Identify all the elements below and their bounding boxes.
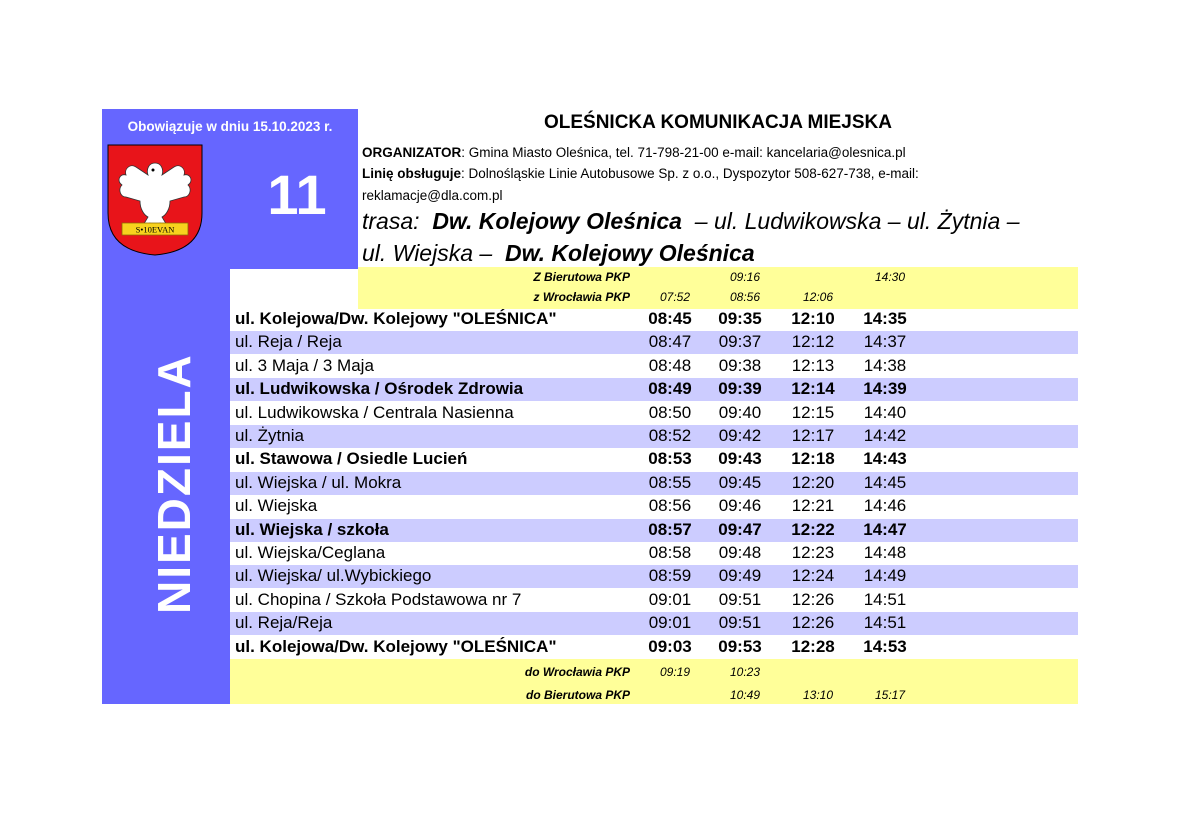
arrival-label: Z Bierutowa PKP [533,270,630,284]
stop-name: ul. Wiejska / ul. Mokra [235,472,402,492]
table-row [230,472,1078,495]
stop-name: ul. Ludwikowska / Centrala Nasienna [235,402,514,422]
departure-time: 14:47 [863,519,907,539]
departure-time: 12:14 [791,379,835,399]
stop-name: ul. Wiejska / szkoła [235,519,389,539]
departure-time: 09:48 [718,543,762,562]
arrival-time: 12:06 [802,290,834,304]
route-middle: – ul. Ludwikowska – ul. Żytnia – [694,208,1020,234]
departure-time: 12:18 [791,449,835,469]
arrival-label: z Wrocławia PKP [533,290,630,304]
stop-name: ul. Wiejska/ ul.Wybickiego [235,566,432,586]
departure-time: 14:51 [863,589,907,609]
departure-time: 14:46 [863,496,907,516]
departure-time: 12:22 [791,519,835,539]
table-row [230,378,1078,401]
departure-time: 12:13 [791,355,835,375]
departure-time: 12:20 [791,472,835,492]
departure-time: 08:48 [648,355,692,375]
departure-time: 09:37 [718,332,762,352]
departure-time: 09:51 [718,613,762,633]
table-row [230,308,1078,331]
arrival-time: 08:56 [729,290,761,304]
organizer-label: ORGANIZATOR [362,145,462,160]
stop-name: ul. Reja / Reja [235,332,342,352]
stop-name: ul. Stawowa / Osiedle Lucień [235,449,468,469]
departure-time: 14:40 [863,402,907,422]
departure-time: 08:45 [648,309,692,328]
departure-time: 09:45 [718,472,762,492]
route-stop-b: Dw. Kolejowy Oleśnica [504,240,755,266]
route-prefix: trasa: [362,208,420,234]
table-row [230,589,1078,612]
route-line-2 [362,240,755,267]
departure-time: 08:55 [648,472,692,492]
operator-line-2: reklamacje@dla.com.pl [362,188,503,203]
stop-name: ul. Chopina / Szkoła Podstawowa nr 7 [235,589,522,609]
arrival-time: 14:30 [874,270,906,284]
page-title: OLEŚNICKA KOMUNIKACJA MIEJSKA [543,112,892,133]
departure-time: 09:47 [718,519,762,539]
table-row [230,402,1078,425]
stop-name: ul. Kolejowa/Dw. Kolejowy "OLEŚNICA" [235,309,557,328]
crest-icon [106,143,204,257]
stop-name: ul. 3 Maja / 3 Maja [235,355,374,375]
departure-time: 14:53 [863,636,907,656]
organizer-line [362,144,906,162]
crest-banner-text: S•10EVAN [135,224,175,235]
departure-time: 09:42 [718,426,762,445]
departure-time: 09:35 [718,309,762,328]
table-row [230,612,1078,635]
departure-time: 12:23 [791,543,835,562]
departure-time: 08:47 [648,332,692,352]
organizer-text: : Gmina Miasto Oleśnica, tel. 71-798-21-00 e-mail: kancelaria@olesnica.pl [461,145,906,160]
departure-time: 09:01 [648,589,692,609]
departure-time: 15:17 [874,688,906,702]
departure-time: 14:39 [863,379,907,399]
departure-time: 08:50 [648,402,692,422]
departure-time: 12:10 [791,309,835,328]
departure-time: 08:59 [648,566,692,586]
route-stop-a: Dw. Kolejowy Oleśnica [432,208,682,234]
departure-time: 08:58 [648,543,692,562]
departure-time: 09:01 [648,613,692,633]
table-row [230,448,1078,471]
table-row [230,355,1078,378]
departure-time: 14:42 [863,426,907,445]
departure-time: 10:23 [729,665,761,679]
table-row [230,636,1078,659]
stop-name: ul. Ludwikowska / Ośrodek Zdrowia [235,379,524,399]
departure-time: 12:26 [791,613,835,633]
departure-time: 13:10 [802,688,834,702]
operator-line [362,165,919,183]
departure-time: 12:28 [791,636,835,656]
departure-time: 09:46 [718,496,762,516]
departure-time: 08:52 [648,426,692,445]
table-row [230,495,1078,518]
departure-time: 09:53 [718,636,762,656]
valid-from-date: Obowiązuje w dniu 15.10.2023 r. [127,119,333,134]
departure-time: 14:43 [863,449,907,469]
departure-label: do Wrocławia PKP [524,665,630,679]
departure-time: 14:51 [863,613,907,633]
departure-time: 12:15 [791,402,835,422]
stop-name: ul. Wiejska/Ceglana [235,543,386,562]
departure-time: 09:43 [718,449,762,469]
departure-time: 12:17 [791,426,835,445]
stop-name: ul. Kolejowa/Dw. Kolejowy "OLEŚNICA" [235,636,557,656]
departure-time: 09:38 [718,355,762,375]
operator-label: Linię obsługuje [362,166,462,181]
departure-label: do Bierutowa PKP [525,688,630,702]
departure-time: 14:48 [863,543,907,562]
departure-time: 09:51 [718,589,762,609]
table-row [230,425,1078,448]
departure-time: 12:12 [791,332,835,352]
table-row [230,542,1078,565]
departure-time: 12:24 [791,566,835,586]
departure-time: 10:49 [729,688,761,702]
departure-time: 08:49 [648,379,692,399]
departure-time: 09:40 [718,402,762,422]
table-row [230,331,1078,354]
departure-time: 08:53 [648,449,692,469]
arrival-time: 09:16 [729,270,761,284]
stop-name: ul. Wiejska [235,496,318,516]
route-line-1 [362,208,1019,235]
departure-time: 08:57 [648,519,692,539]
departure-time: 14:49 [863,566,907,586]
table-row [230,519,1078,542]
departure-time: 14:37 [863,332,907,352]
stop-name: ul. Żytnia [235,426,304,445]
departure-time: 12:26 [791,589,835,609]
departure-time: 14:38 [863,355,907,375]
line-number: 11 [267,163,327,226]
departure-time: 14:35 [863,309,907,328]
departure-time: 09:39 [718,379,762,399]
arrival-time: 07:52 [659,290,691,304]
departure-time: 09:03 [648,636,692,656]
route-line2-start: ul. Wiejska – [362,240,493,266]
day-type: NIEDZIELA [148,353,200,614]
departure-time: 09:49 [718,566,762,586]
departure-time: 14:45 [863,472,907,492]
departure-time: 12:21 [791,496,835,516]
departure-time: 09:19 [659,665,691,679]
table-row [230,565,1078,588]
departure-time: 08:56 [648,496,692,516]
operator-text: : Dolnośląskie Linie Autobusowe Sp. z o.o., Dyspozytor 508-627-738, e-mail: [461,166,919,181]
stop-name: ul. Reja/Reja [235,613,333,633]
